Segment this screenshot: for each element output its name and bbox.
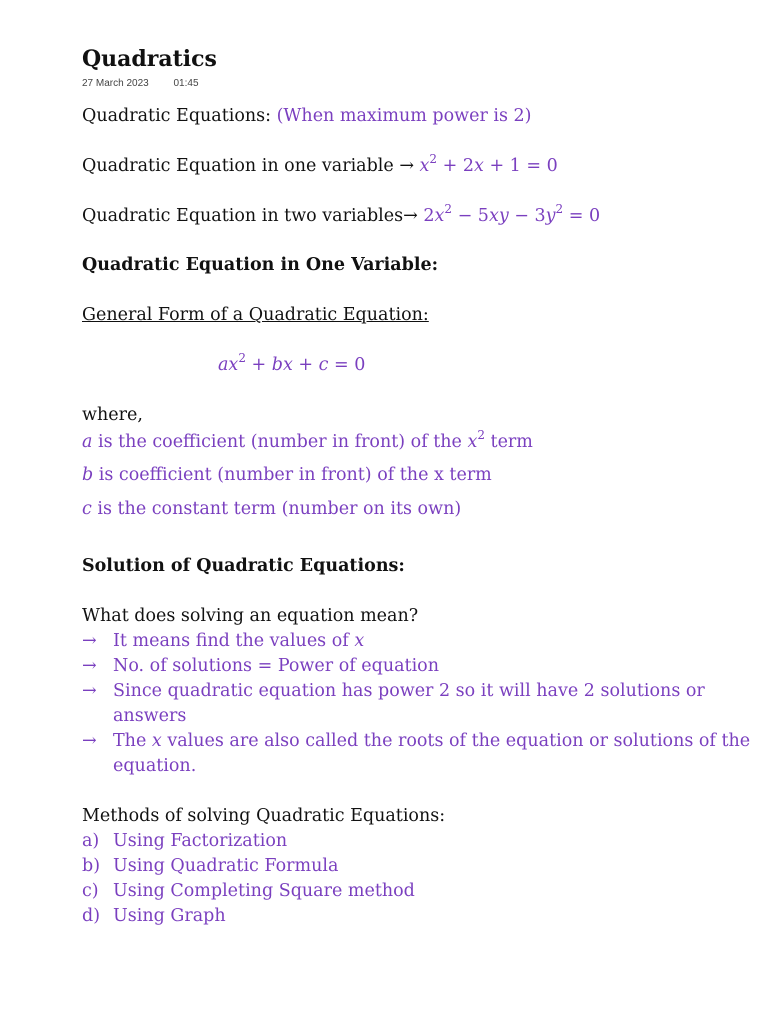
where-label: where, [82, 405, 143, 425]
definition-text: term [484, 432, 533, 452]
definition-text: is the coefficient (number in front) of the [92, 432, 468, 452]
eq-term: c [318, 355, 329, 375]
section-heading-solution: Solution of Quadratic Equations: [82, 556, 405, 576]
note-page [82, 44, 752, 929]
var-x: x [151, 731, 162, 751]
definition-b [82, 463, 752, 488]
note-time: 01:45 [173, 78, 199, 89]
one-variable-label: Quadratic Equation in one variable → [82, 156, 420, 176]
point-text: The [113, 731, 152, 751]
var-a: a [82, 432, 93, 452]
var-x: x [354, 631, 365, 651]
arrow-icon: → [82, 731, 97, 751]
point-text: Since quadratic equation has power 2 so it will have 2 solutions or [113, 681, 705, 701]
eq-term: x [474, 156, 484, 176]
var-x: x [467, 432, 478, 452]
method-text: Using Factorization [113, 831, 288, 851]
definition-a [82, 430, 752, 455]
eq-term: + [292, 355, 319, 375]
intro-label: Quadratic Equations: [82, 106, 277, 126]
eq-term: y [545, 206, 556, 226]
eq-term: ax [218, 355, 239, 375]
point-text: It means find the values of [113, 631, 355, 651]
definition-text: is coefficient (number in front) of the x term [93, 465, 492, 485]
exponent: 2 [555, 202, 564, 217]
methods-title: Methods of solving Quadratic Equations: [82, 806, 446, 826]
point-text-continued: answers [113, 706, 187, 726]
eq-term: + 1 = 0 [483, 156, 558, 176]
method-text: Using Completing Square method [113, 881, 415, 901]
eq-term: + 2 [437, 156, 474, 176]
eq-term: = 0 [563, 206, 601, 226]
page-title: Quadratics [82, 46, 217, 72]
point-text-continued: equation. [113, 756, 197, 776]
var-c: c [82, 499, 92, 519]
eq-term: − 5 [452, 206, 489, 226]
point-text: No. of solutions = Power of equation [113, 656, 439, 676]
methods-list [82, 829, 752, 929]
eq-term: − 3 [508, 206, 546, 226]
note-timestamp [82, 78, 752, 92]
definition-c [82, 497, 752, 522]
list-marker: d) [82, 906, 101, 926]
general-equation [218, 351, 366, 375]
var-b: b [82, 465, 94, 485]
point-text: values are also called the roots of the equation or solutions of the [161, 731, 751, 751]
intro-note: (When maximum power is 2) [276, 106, 532, 126]
eq-term: = 0 [328, 355, 366, 375]
eq-term: x [419, 156, 430, 176]
eq-term: x [434, 206, 445, 226]
list-item [82, 829, 752, 854]
list-item [82, 854, 752, 879]
exponent: 2 [477, 428, 485, 443]
two-variable-equation [423, 202, 601, 226]
list-item [82, 629, 752, 654]
eq-term: xy [488, 206, 509, 226]
list-item [82, 879, 752, 904]
two-variable-label: Quadratic Equation in two variables→ [82, 206, 424, 226]
list-marker: b) [82, 856, 101, 876]
list-marker: a) [82, 831, 100, 851]
list-marker: c) [82, 881, 99, 901]
list-item [82, 654, 752, 679]
exponent: 2 [238, 351, 246, 366]
method-text: Using Graph [113, 906, 226, 926]
one-variable-line [82, 154, 752, 179]
arrow-icon: → [82, 631, 97, 651]
list-item [82, 679, 752, 729]
two-variable-line [82, 204, 752, 229]
solving-question: What does solving an equation mean? [82, 606, 419, 626]
arrow-icon: → [82, 681, 97, 701]
exponent: 2 [444, 202, 453, 217]
intro-line [82, 104, 752, 129]
list-item [82, 729, 752, 779]
method-text: Using Quadratic Formula [113, 856, 339, 876]
exponent: 2 [429, 152, 438, 167]
eq-term: bx [271, 355, 293, 375]
eq-term: 2 [423, 206, 435, 226]
definition-text: is the constant term (number on its own) [91, 499, 462, 519]
note-date: 27 March 2023 [82, 78, 149, 89]
one-variable-equation [419, 152, 558, 176]
eq-term: + [245, 355, 272, 375]
general-form-heading: General Form of a Quadratic Equation: [82, 305, 429, 325]
arrow-icon: → [82, 656, 97, 676]
general-form-equation [82, 353, 752, 378]
list-item [82, 904, 752, 929]
solving-points [82, 629, 752, 779]
section-heading-one-variable: Quadratic Equation in One Variable: [82, 255, 439, 275]
